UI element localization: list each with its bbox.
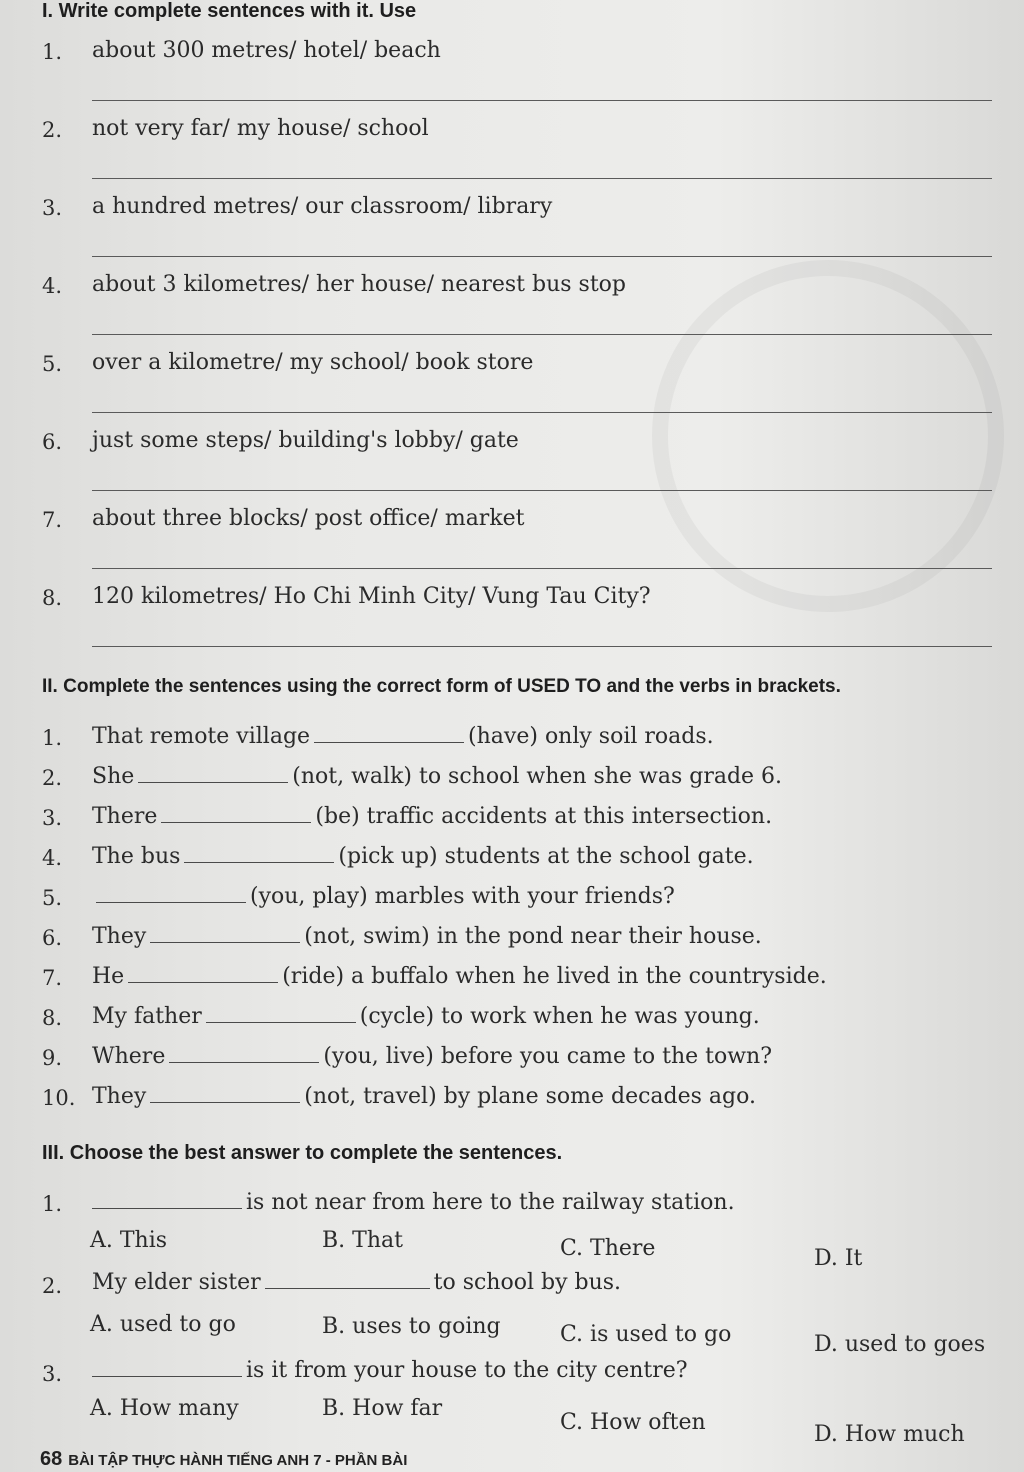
fill-in-sentence [92,964,827,989]
mcq-stem [92,1358,688,1383]
fill-in-sentence [92,724,714,749]
sentence-end: (be) traffic accidents at this intersection. [315,804,773,829]
sentence-end: (pick up) students at the school gate. [338,844,754,869]
option-a: A. This [90,1228,168,1253]
stem-text: to school by bus. [433,1270,622,1295]
sentence-end: (ride) a buffalo when he lived in the countryside. [282,964,827,989]
stem-lead: My elder sister [92,1270,261,1295]
fill-in-sentence [92,804,772,829]
stem-text: is it from your house to the city centre? [246,1358,688,1383]
item-number: 1. [42,726,63,750]
sentence-start: That remote village [92,724,311,749]
option-c: C. There [560,1236,656,1261]
fill-in-sentence [92,924,762,949]
fill-in-sentence [92,1044,772,1069]
answer-line [92,256,992,257]
item-number: 4. [42,846,63,870]
section-2-heading: II. Complete the sentences using the correct form of USED TO and the verbs in brackets. [42,676,841,697]
item-number: 2. [42,118,63,142]
fill-in-sentence [92,1084,756,1109]
sentence-end: (not, swim) in the pond near their house. [304,924,762,949]
answer-line [92,490,992,491]
answer-line [92,100,992,101]
answer-blank [92,1358,242,1377]
answer-blank [96,884,246,903]
sentence-start: She [92,764,135,789]
option-b: B. That [322,1228,403,1253]
fill-in-sentence [92,844,754,869]
stem-text: is not near from here to the railway station. [246,1190,735,1215]
answer-blank [150,924,300,943]
option-b: B. How far [322,1396,443,1421]
item-number: 9. [42,1046,63,1070]
option-c: C. How often [560,1410,706,1435]
item-prompt: 120 kilometres/ Ho Chi Minh City/ Vung Tau City? [92,584,651,609]
sentence-end: (not, walk) to school when she was grade 6. [292,764,783,789]
item-prompt: just some steps/ building's lobby/ gate [92,428,519,453]
sentence-start: He [92,964,125,989]
sentence-start: The bus [92,844,181,869]
answer-line [92,334,992,335]
answer-blank [92,1190,242,1209]
mcq-stem [92,1270,621,1295]
sentence-end: (not, travel) by plane some decades ago. [304,1084,756,1109]
item-prompt: about 300 metres/ hotel/ beach [92,38,441,63]
option-d: D. used to goes [814,1332,986,1357]
option-d: D. How much [814,1422,965,1447]
option-d: D. It [814,1246,863,1271]
item-number: 3. [42,196,63,220]
item-prompt: about 3 kilometres/ her house/ nearest bus stop [92,272,626,297]
item-number: 6. [42,926,63,950]
item-number: 1. [42,1192,63,1216]
answer-blank [314,724,464,743]
page-number: 68 [40,1448,63,1470]
item-number: 10. [42,1086,76,1110]
answer-blank [184,844,334,863]
footer-book-title: BÀI TẬP THỰC HÀNH TIẾNG ANH 7 - PHẦN BÀI [68,1452,408,1469]
item-number: 6. [42,430,63,454]
item-number: 4. [42,274,63,298]
answer-blank [169,1044,319,1063]
section-3-heading: III. Choose the best answer to complete the sentences. [42,1142,563,1164]
fill-in-sentence [92,764,782,789]
item-prompt: about three blocks/ post office/ market [92,506,525,531]
item-number: 5. [42,886,63,910]
page-footer [40,1448,407,1471]
item-number: 7. [42,508,63,532]
option-b: B. uses to going [322,1314,501,1339]
sentence-start: My father [92,1004,202,1029]
fill-in-sentence [92,884,675,909]
item-number: 3. [42,1362,63,1386]
option-a: A. used to go [90,1312,236,1337]
item-number: 1. [42,40,63,64]
item-number: 2. [42,1274,63,1298]
sentence-start: There [92,804,158,829]
mcq-stem [92,1190,735,1215]
item-number: 7. [42,966,63,990]
sentence-start: Where [92,1044,166,1069]
item-prompt: a hundred metres/ our classroom/ library [92,194,553,219]
sentence-end: (you, play) marbles with your friends? [250,884,675,909]
item-prompt: over a kilometre/ my school/ book store [92,350,534,375]
option-c: C. is used to go [560,1322,732,1347]
item-prompt: not very far/ my house/ school [92,116,429,141]
sentence-end: (have) only soil roads. [468,724,714,749]
fill-in-sentence [92,1004,760,1029]
sentence-start: They [92,1084,147,1109]
bleed-through-sign [652,260,1004,612]
answer-blank [128,964,278,983]
sentence-start: They [92,924,147,949]
section-1-heading: I. Write complete sentences with it. Use [42,0,417,22]
sentence-end: (you, live) before you came to the town? [323,1044,773,1069]
item-number: 8. [42,1006,63,1030]
item-number: 3. [42,806,63,830]
answer-line [92,412,992,413]
sentence-end: (cycle) to work when he was young. [359,1004,760,1029]
item-number: 5. [42,352,63,376]
answer-blank [206,1004,356,1023]
answer-line [92,646,992,647]
answer-line [92,178,992,179]
answer-blank [138,764,288,783]
answer-blank [161,804,311,823]
answer-blank [265,1270,430,1289]
option-a: A. How many [90,1396,239,1421]
item-number: 8. [42,586,63,610]
answer-line [92,568,992,569]
item-number: 2. [42,766,63,790]
answer-blank [150,1084,300,1103]
